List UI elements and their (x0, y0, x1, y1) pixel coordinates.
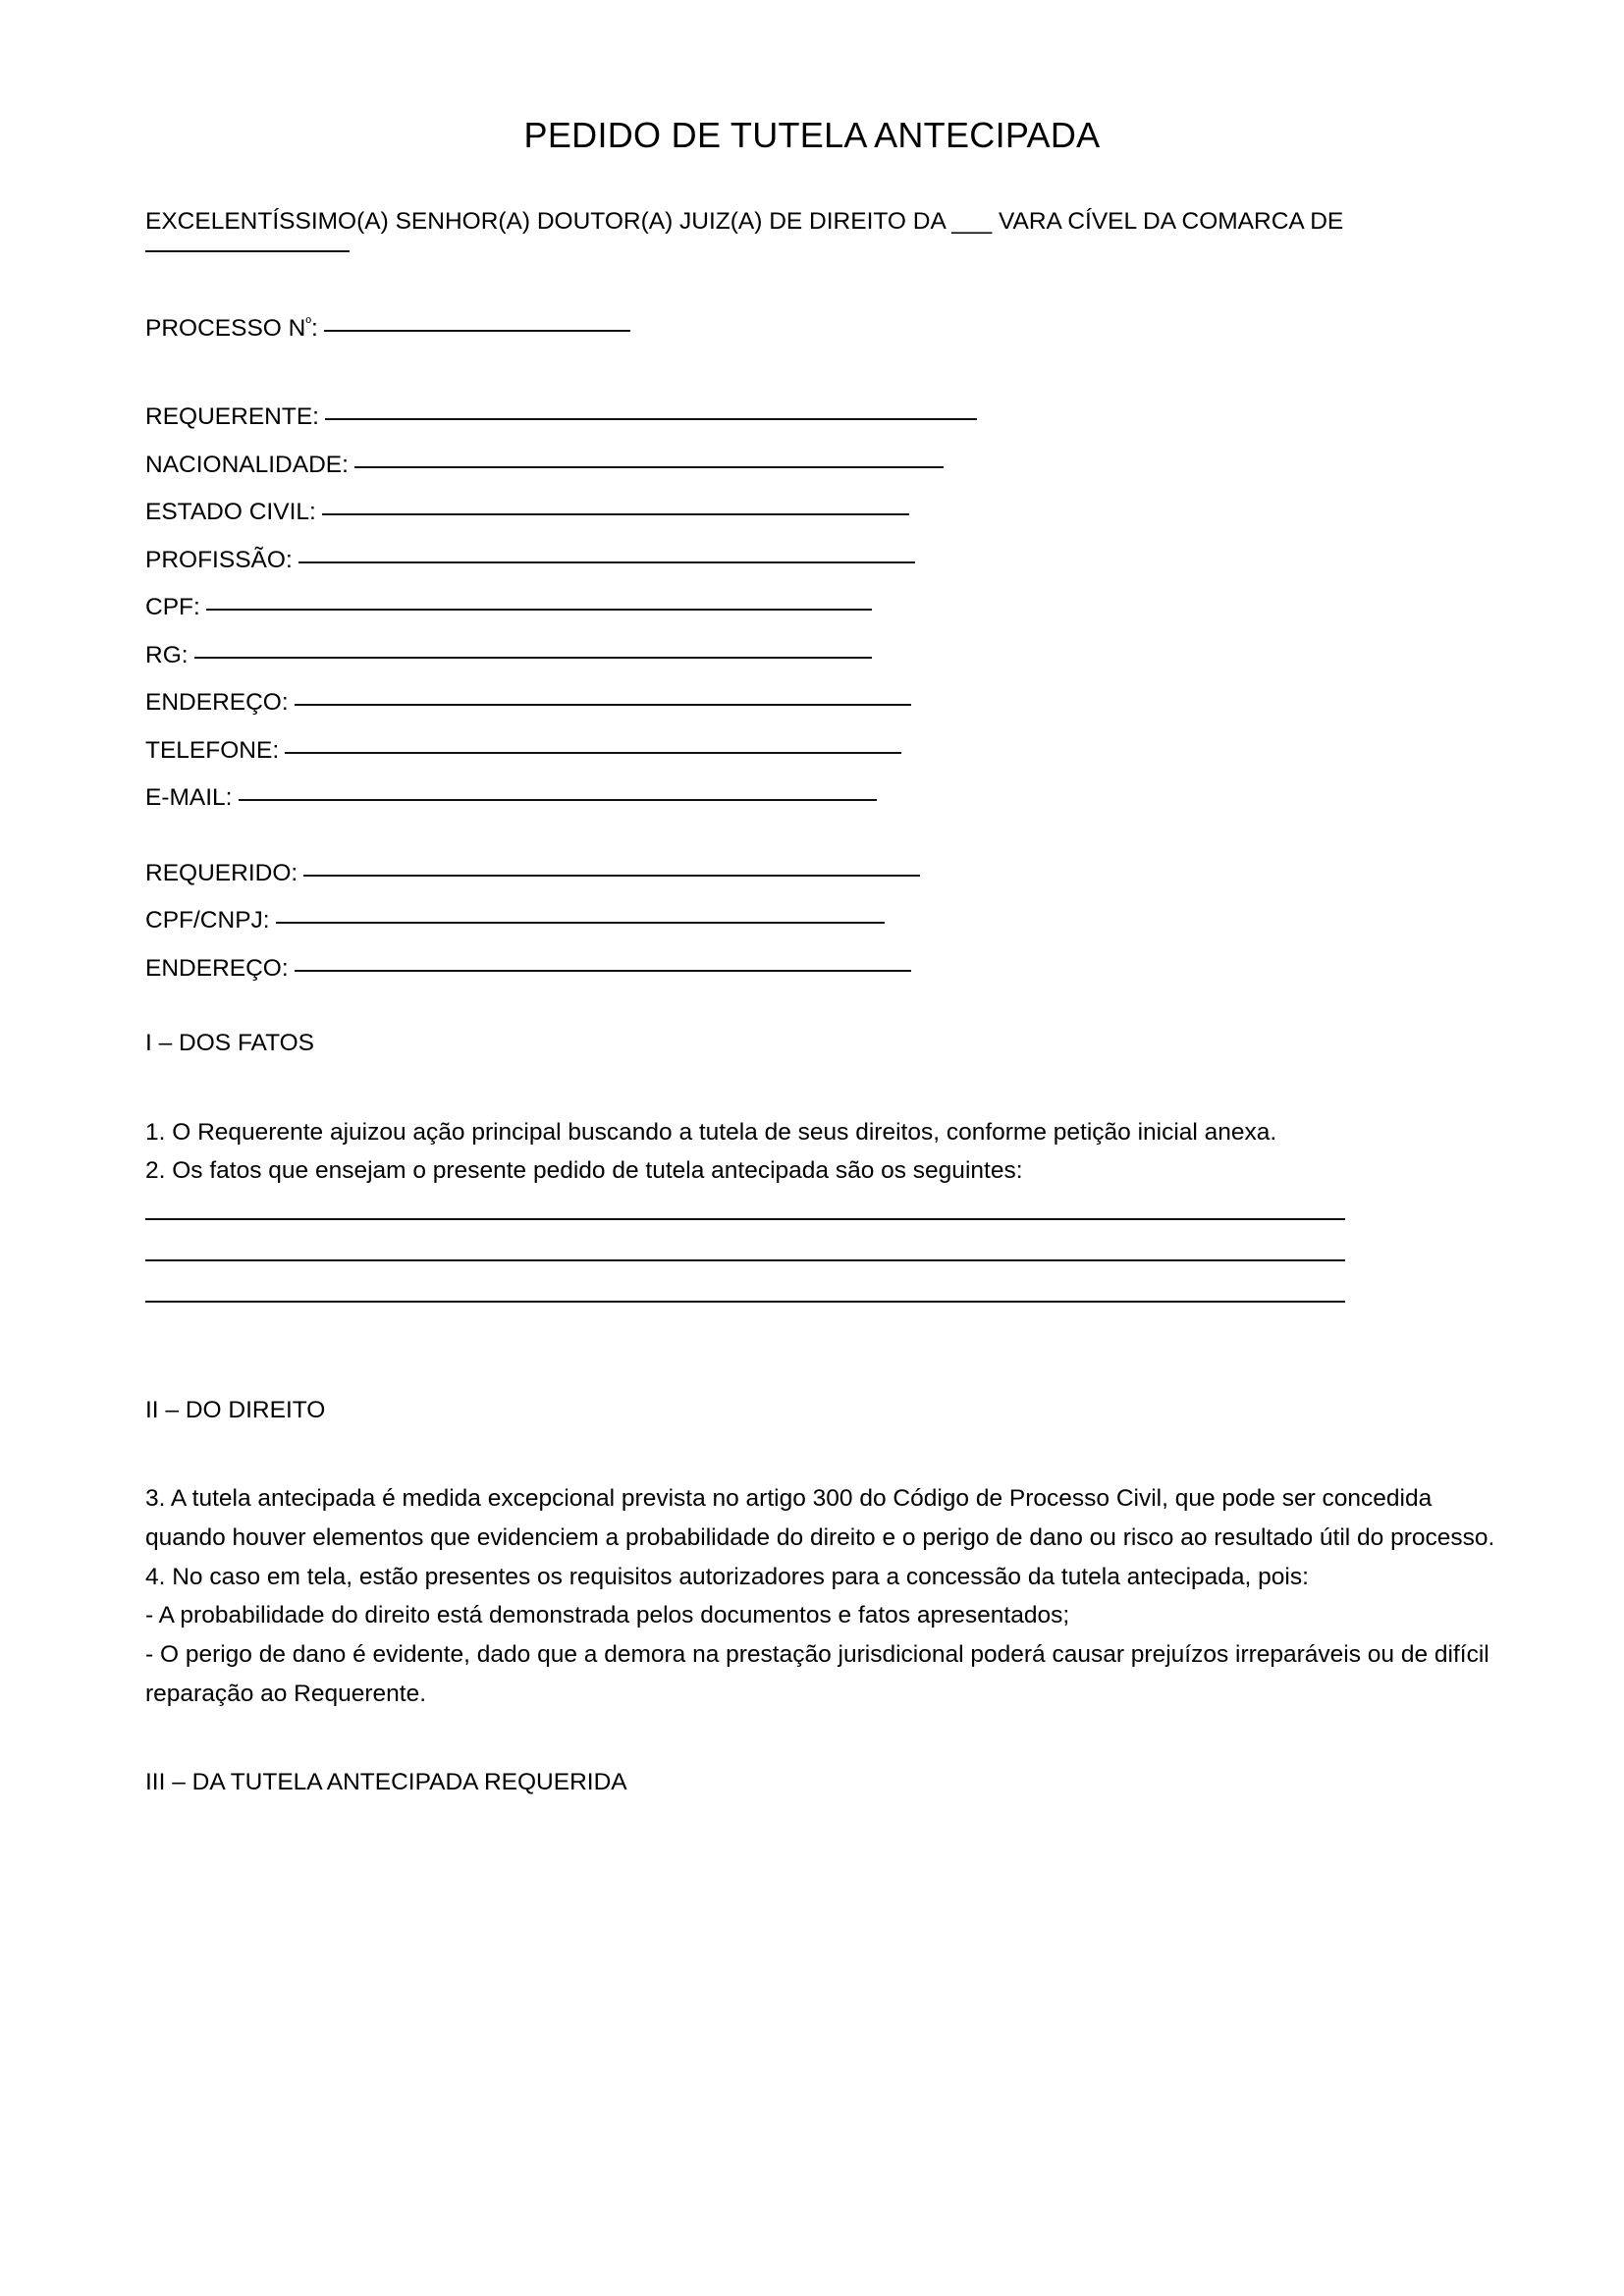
page-title: PEDIDO DE TUTELA ANTECIPADA (523, 115, 1101, 155)
spacer (145, 1056, 1500, 1113)
field-blank-rule[interactable] (276, 922, 885, 924)
write-in-blank-line[interactable] (145, 1301, 1345, 1303)
paragraph: - O perigo de dano é evidente, dado que a demora na prestação jurisdicional poderá causar prejuízos irreparáveis ou de difícil reparação ao Requerente. (145, 1641, 1489, 1707)
field-label: NACIONALIDADE: (145, 451, 349, 478)
section-text-block (145, 1113, 1500, 1191)
processo-numero-row (145, 314, 1500, 342)
spacer (145, 834, 1500, 862)
paragraph: - A probabilidade do direito está demonstrada pelos documentos e fatos apresentados; (145, 1602, 1070, 1629)
field-row (145, 691, 1500, 716)
spacer (145, 1342, 1500, 1399)
field-label: CPF/CNPJ: (145, 907, 270, 934)
requerido-field-group (145, 859, 1500, 982)
requerente-field-group (145, 405, 1500, 811)
field-label: E-MAIL: (145, 784, 233, 811)
field-row (145, 641, 1500, 668)
spacer (145, 1004, 1500, 1032)
field-label: PROFISSÃO: (145, 546, 293, 573)
processo-ordinal: º (305, 314, 311, 332)
field-row (145, 501, 1500, 525)
field-row (145, 736, 1500, 764)
spacer (145, 1191, 1500, 1218)
field-label: REQUERIDO: (145, 859, 298, 886)
field-row (145, 954, 1500, 982)
field-row (145, 786, 1500, 811)
paragraph: 1. O Requerente ajuizou ação principal buscando a tutela de seus direitos, conforme petição inicial anexa. (145, 1118, 1277, 1146)
section-heading: II – DO DIREITO (145, 1396, 326, 1423)
field-blank-rule[interactable] (325, 418, 977, 420)
field-label: RG: (145, 641, 189, 668)
processo-blank-rule[interactable] (324, 330, 630, 332)
processo-colon: : (310, 314, 318, 342)
processo-label: PROCESSO N (145, 314, 306, 342)
field-row (145, 451, 1500, 478)
field-row (145, 859, 1500, 886)
write-in-blank-line[interactable] (145, 1218, 1345, 1220)
addressee-line: EXCELENTÍSSIMO(A) SENHOR(A) DOUTOR(A) JUIZ(A) DE DIREITO DA ___ VARA CÍVEL DA COMARCA DE (145, 208, 1344, 235)
field-label: TELEFONE: (145, 736, 280, 764)
section-text-block (145, 1479, 1500, 1713)
field-blank-rule[interactable] (303, 875, 920, 877)
paragraph: 4. No caso em tela, estão presentes os requisitos autorizadores para a concessão da tutela antecipada, pois: (145, 1563, 1309, 1590)
field-blank-rule[interactable] (194, 657, 872, 659)
spacer (145, 364, 1500, 405)
field-blank-rule[interactable] (239, 799, 877, 801)
spacer (145, 252, 1500, 317)
field-blank-rule[interactable] (285, 752, 901, 754)
paragraph: 2. Os fatos que ensejam o presente pedido de tutela antecipada são os seguintes: (145, 1157, 1023, 1185)
field-blank-rule[interactable] (295, 970, 911, 972)
field-row (145, 909, 1500, 934)
field-row (145, 596, 1500, 620)
field-blank-rule[interactable] (298, 561, 915, 563)
field-blank-rule[interactable] (206, 609, 872, 611)
field-blank-rule[interactable] (354, 466, 944, 468)
section-heading: III – DA TUTELA ANTECIPADA REQUERIDA (145, 1768, 627, 1795)
spacer (145, 1422, 1500, 1479)
field-row (145, 405, 1500, 430)
field-label: ENDEREÇO: (145, 689, 289, 716)
spacer (145, 1714, 1500, 1771)
sections-container (145, 1032, 1500, 1794)
spacer (145, 235, 1500, 250)
field-label: ESTADO CIVIL: (145, 499, 316, 525)
field-label: ENDEREÇO: (145, 954, 289, 982)
paragraph: 3. A tutela antecipada é medida excepcional prevista no artigo 300 do Código de Processo Civil, que pode ser concedida quando houver elementos que evidenciem a probabilidade do direito e o perigo de dano ou risco ao resultado útil do processo. (145, 1485, 1495, 1552)
field-blank-rule[interactable] (322, 513, 909, 515)
field-blank-rule[interactable] (295, 704, 911, 706)
document-body (145, 210, 1500, 1794)
section-heading: I – DOS FATOS (145, 1030, 315, 1056)
write-in-blank-line[interactable] (145, 1259, 1345, 1261)
field-row (145, 546, 1500, 573)
field-label: CPF: (145, 594, 200, 620)
field-label: REQUERENTE: (145, 403, 319, 430)
